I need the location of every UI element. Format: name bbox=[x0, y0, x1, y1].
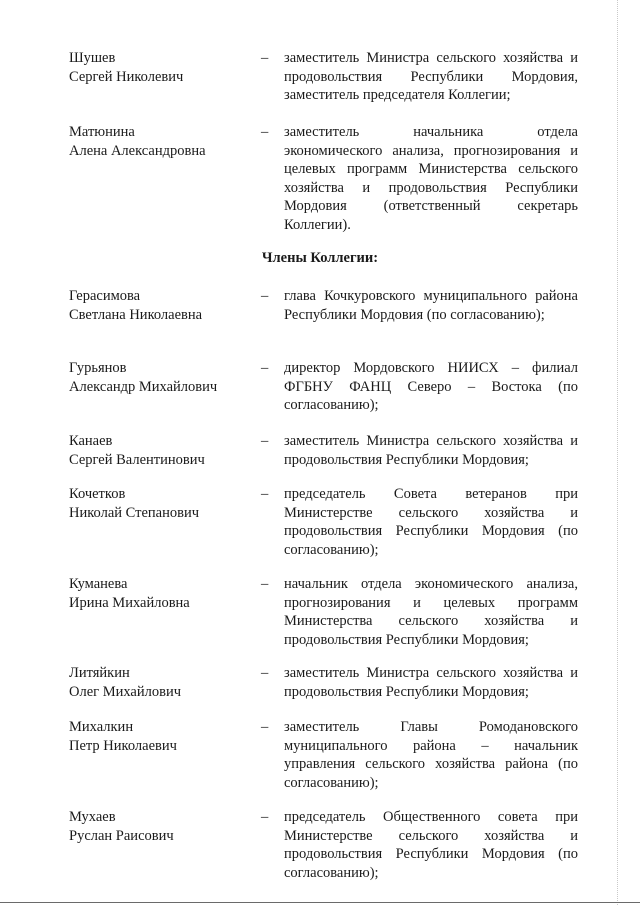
given-names: Николай Степанович bbox=[69, 504, 200, 521]
person-name bbox=[69, 432, 259, 469]
person-name bbox=[69, 808, 259, 845]
position-description: председатель Совета ветеранов при Министерстве сельского хозяйства и продовольствия Республики Мордовия (по согласованию); bbox=[284, 486, 578, 558]
given-names: Руслан Раисович bbox=[69, 827, 174, 844]
person-name bbox=[69, 485, 259, 522]
dash: – bbox=[261, 809, 269, 825]
given-names: Ирина Михайловна bbox=[69, 594, 190, 611]
given-names: Сергей Николевич bbox=[69, 68, 184, 85]
given-names: Светлана Николаевна bbox=[69, 306, 203, 323]
dash: – bbox=[261, 486, 269, 502]
surname: Мухаев bbox=[69, 809, 116, 825]
surname: Литяйкин bbox=[69, 665, 130, 681]
position-description: начальник отдела экономического анализа, прогнозирования и целевых программ Министерства сельского хозяйства и продовольствия Республики Мордовия; bbox=[284, 576, 578, 648]
person-name bbox=[69, 718, 259, 755]
position-description: заместитель Главы Ромодановского муниципального района – начальник управления сельского хозяйства района (по согласованию); bbox=[284, 719, 578, 791]
dash: – bbox=[261, 576, 269, 592]
person-name bbox=[69, 575, 259, 612]
dash: – bbox=[261, 288, 269, 304]
surname: Шушев bbox=[69, 50, 116, 66]
person-name bbox=[69, 664, 259, 701]
position-description: глава Кочкуровского муниципального района Республики Мордовия (по согласованию); bbox=[284, 288, 578, 323]
position-description: директор Мордовского НИИСХ – филиал ФГБНУ ФАНЦ Северо – Востока (по согласованию); bbox=[284, 360, 578, 413]
position-description: заместитель Министра сельского хозяйства и продовольствия Республики Мордовия, заместитель председателя Коллегии; bbox=[284, 50, 578, 103]
given-names: Петр Николаевич bbox=[69, 737, 177, 754]
surname: Матюнина bbox=[69, 124, 135, 140]
surname: Гурьянов bbox=[69, 360, 127, 376]
person-name bbox=[69, 359, 259, 396]
position-description: председатель Общественного совета при Министерстве сельского хозяйства и продовольствия Республики Мордовия (по согласованию); bbox=[284, 809, 578, 881]
surname: Канаев bbox=[69, 433, 113, 449]
surname: Герасимова bbox=[69, 288, 141, 304]
position-description: заместитель Министра сельского хозяйства и продовольствия Республики Мордовия; bbox=[284, 433, 578, 468]
dash: – bbox=[261, 360, 269, 376]
dash: – bbox=[261, 433, 269, 449]
given-names: Александр Михайлович bbox=[69, 378, 218, 395]
given-names: Алена Александровна bbox=[69, 142, 206, 159]
page-bottom-rule bbox=[0, 902, 640, 903]
given-names: Сергей Валентинович bbox=[69, 451, 205, 468]
person-name bbox=[69, 49, 259, 86]
surname: Куманева bbox=[69, 576, 128, 592]
person-name bbox=[69, 287, 259, 324]
given-names: Олег Михайлович bbox=[69, 683, 182, 700]
dash: – bbox=[261, 719, 269, 735]
surname: Михалкин bbox=[69, 719, 134, 735]
dash: – bbox=[261, 665, 269, 681]
dash: – bbox=[261, 50, 269, 66]
position-description: заместитель начальника отдела экономического анализа, прогнозирования и целевых программ Министерства сельского хозяйства и продовольствия Республики Мордовия (ответственный секретарь Коллегии). bbox=[284, 124, 578, 233]
person-name bbox=[69, 123, 259, 160]
scan-edge-line bbox=[617, 0, 618, 905]
surname: Кочетков bbox=[69, 486, 126, 502]
members-heading: Члены Коллегии: bbox=[261, 250, 379, 266]
position-description: заместитель Министра сельского хозяйства и продовольствия Республики Мордовия; bbox=[284, 665, 578, 700]
dash: – bbox=[261, 124, 269, 140]
